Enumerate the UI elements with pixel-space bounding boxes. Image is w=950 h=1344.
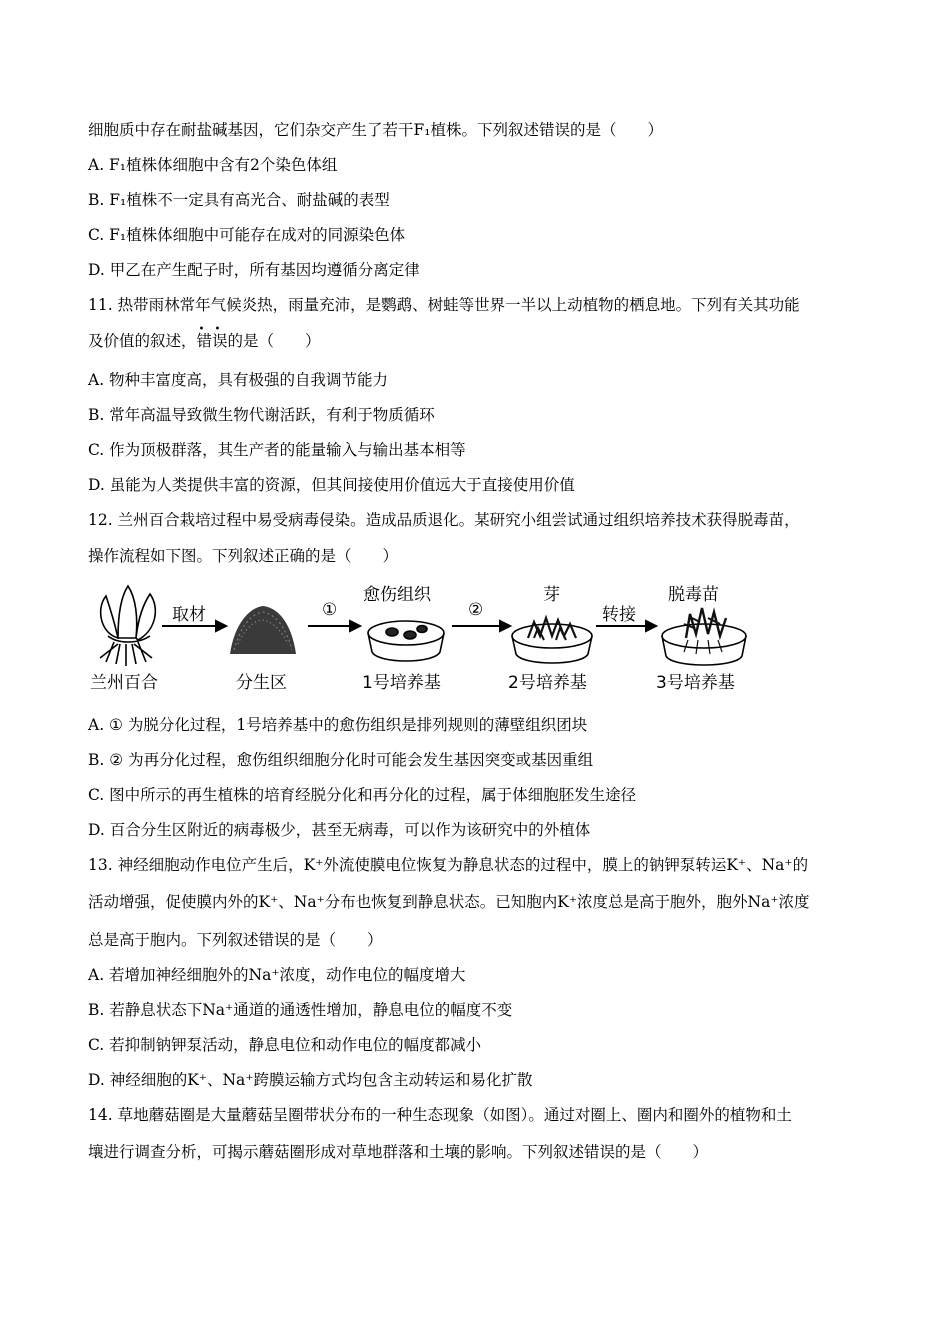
label-bud: 芽 xyxy=(543,585,560,605)
q12-stem-line2: 操作流程如下图。下列叙述正确的是（ ） xyxy=(88,547,399,565)
culture-dish-2-icon xyxy=(512,618,592,663)
q10-option-a: A. F₁植株体细胞中含有2个染色体组 xyxy=(88,156,338,174)
q13-option-c: C. 若抑制钠钾泵活动，静息电位和动作电位的幅度都减小 xyxy=(88,1036,482,1054)
q11-stem-line2 xyxy=(88,324,321,351)
q10-option-d: D. 甲乙在产生配子时，所有基因均遵循分离定律 xyxy=(88,261,420,279)
lily-bulb-icon xyxy=(100,586,155,666)
q13-stem-line3: 总是高于胞内。下列叙述错误的是（ ） xyxy=(88,931,383,949)
tissue-culture-flowchart xyxy=(88,578,768,693)
q11-stem-line1: 11. 热带雨林常年气候炎热，雨量充沛，是鹦鹉、树蛙等世界一半以上动植物的栖息地。下列有关其功能 xyxy=(88,296,800,314)
culture-dish-1-icon xyxy=(368,621,444,661)
q11-option-a: A. 物种丰富度高，具有极强的自我调节能力 xyxy=(88,371,389,389)
q10-stem-tail: 细胞质中存在耐盐碱基因，它们杂交产生了若干F₁植株。下列叙述错误的是（ ） xyxy=(88,121,663,139)
q12-option-d: D. 百合分生区附近的病毒极少，甚至无病毒，可以作为该研究中的外植体 xyxy=(88,821,591,839)
q13-option-d: D. 神经细胞的K⁺、Na⁺跨膜运输方式均包含主动转运和易化扩散 xyxy=(88,1071,533,1089)
label-meristem-zone: 分生区 xyxy=(236,673,287,693)
q13-stem-line1: 13. 神经细胞动作电位产生后，K⁺外流使膜电位恢复为静息状态的过程中，膜上的钠钾泵转运K⁺、Na⁺的 xyxy=(88,856,809,874)
q14-stem-line1: 14. 草地蘑菇圈是大量蘑菇呈圈带状分布的一种生态现象（如图）。通过对圈上、圈内和圈外的植物和土 xyxy=(88,1106,792,1124)
q12-option-b: B. ② 为再分化过程，愈伤组织细胞分化时可能会发生基因突变或基因重组 xyxy=(88,751,594,769)
label-medium-2: 2号培养基 xyxy=(508,673,587,693)
q11-option-b: B. 常年高温导致微生物代谢活跃，有利于物质循环 xyxy=(88,406,435,424)
arrow-2-icon xyxy=(308,621,360,631)
q12-option-a: A. ① 为脱分化过程，1号培养基中的愈伤组织是排列规则的薄壁组织团块 xyxy=(88,716,588,734)
label-medium-1: 1号培养基 xyxy=(362,673,441,693)
culture-dish-3-icon xyxy=(662,608,746,665)
q12-option-c: C. 图中所示的再生植株的培育经脱分化和再分化的过程，属于体细胞胚发生途径 xyxy=(88,786,637,804)
q10-option-c: C. F₁植株体细胞中可能存在成对的同源染色体 xyxy=(88,226,406,244)
q10-option-b: B. F₁植株不一定具有高光合、耐盐碱的表型 xyxy=(88,191,390,209)
q13-option-a: A. 若增加神经细胞外的Na⁺浓度，动作电位的幅度增大 xyxy=(88,966,466,984)
arrow-label-step2: ② xyxy=(468,600,484,620)
q11-option-d: D. 虽能为人类提供丰富的资源，但其间接使用价值远大于直接使用价值 xyxy=(88,476,575,494)
arrow-label-step1: ① xyxy=(322,600,338,620)
q13-option-b: B. 若静息状态下Na⁺通道的通透性增加，静息电位的幅度不变 xyxy=(88,1001,513,1019)
q11-emphasis-text: 错误 xyxy=(196,332,228,350)
q12-stem-line1: 12. 兰州百合栽培过程中易受病毒侵染。造成品质退化。某研究小组尝试通过组织培养技术获得脱毒苗， xyxy=(88,511,800,529)
q11-option-c: C. 作为顶极群落，其生产者的能量输入与输出基本相等 xyxy=(88,441,466,459)
meristem-mound-icon xyxy=(230,606,296,654)
q11-emphasis-word: • • 错误 xyxy=(196,324,228,350)
q14-stem-line2: 壤进行调查分析，可揭示蘑菇圈形成对草地群落和土壤的影响。下列叙述错误的是（ ） xyxy=(88,1143,709,1161)
arrow-label-sampling: 取材 xyxy=(172,605,206,625)
label-callus: 愈伤组织 xyxy=(363,585,431,605)
label-medium-3: 3号培养基 xyxy=(656,673,735,693)
label-lanzhou-lily: 兰州百合 xyxy=(90,673,158,693)
q13-stem-line2: 活动增强，促使膜内外的K⁺、Na⁺分布也恢复到静息状态。已知胞内K⁺浓度总是高于胞外，胞外Na⁺浓度 xyxy=(88,893,810,911)
q11-stem-part3: 的是（ ） xyxy=(227,332,321,350)
arrow-3-icon xyxy=(452,621,510,631)
q11-stem-part1: 及价值的叙述， xyxy=(88,332,197,350)
label-virus-free-seedling: 脱毒苗 xyxy=(668,585,719,605)
arrow-label-transfer: 转接 xyxy=(602,605,636,625)
